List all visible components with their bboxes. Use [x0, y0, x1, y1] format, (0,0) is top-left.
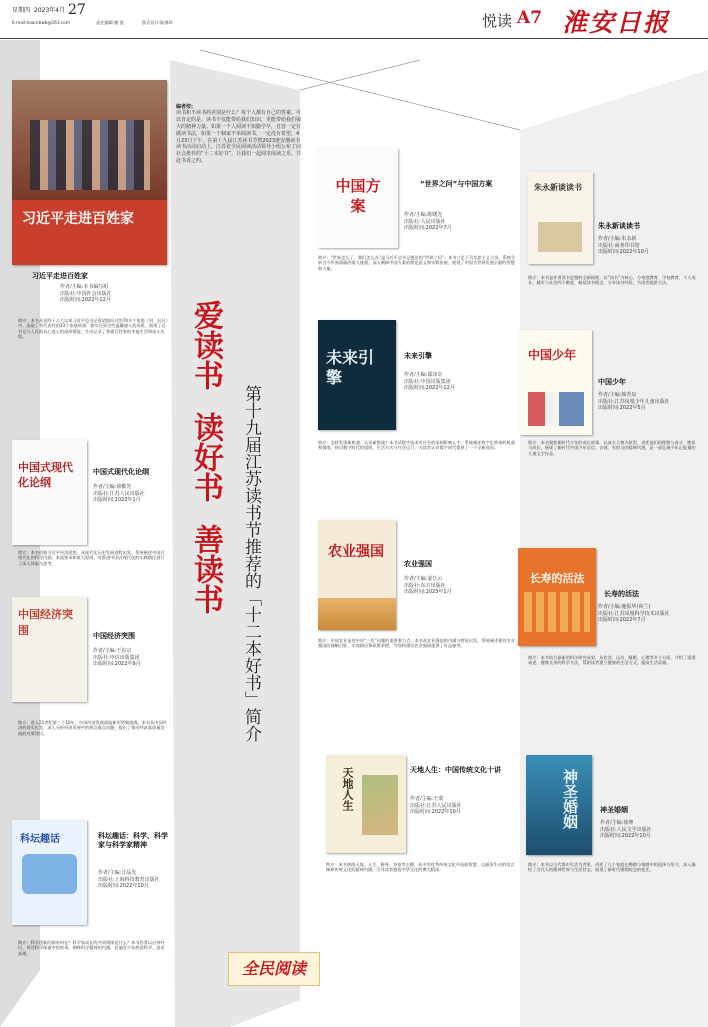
- book-cover-5-title: 未来引擎: [326, 348, 375, 387]
- diagonal-line-2: [300, 60, 420, 90]
- book-10-date: 出版时间:2022年10月: [98, 883, 149, 889]
- book-3-publisher: 出版社:商务印书馆: [598, 242, 640, 249]
- book-7-intro: 简介：进入21世纪第三个10年，中国经济发展面临新形势新挑战。本书从中国经济的现实出发，深入分析经济发展中的热点难点问题，提出了推动经济高质量发展的对策建议。: [18, 720, 167, 736]
- book-11-meta: [410, 796, 462, 816]
- book-cover-9-title: 长寿的活法: [529, 572, 585, 585]
- book-5-intro: 简介：怎样发现新机遇、认识新挑战？本书从数字技术对社会的深刻影响入手，系统阐述数字化带来的机遇和挑战，探讨数字时代的组织、生活方式与社会运行，为读者认识数字时代提供了一个全新视角。: [318, 440, 515, 451]
- book-cover-3-title: 朱永新谈读书: [534, 182, 582, 192]
- book-10-meta: [98, 870, 160, 890]
- book-12-title: 神圣婚姻: [600, 806, 628, 814]
- book-10-title: 科坛趣话：科学、科学家与科学家精神: [98, 832, 168, 849]
- editor-note: [176, 104, 302, 165]
- vertical-title: 第十九届江苏读书节推荐的「十二本好书」简介: [241, 385, 261, 742]
- book-cover-2: [318, 148, 398, 248]
- book-4-intro: 简介：本书依据习近平经济思想，从现代化历史发展进程出发，系统阐述中国式现代化的科学内涵、本质要求和重大原则，对推进中国式现代化的实践路径进行了深入探索与思考。: [18, 550, 165, 566]
- book-cover-12: [526, 755, 592, 855]
- book-9-title: 长寿的活法: [604, 590, 639, 598]
- book-2-intro: 简介：“世界怎么了、我们怎么办”是习近平总书记提出的“世界之问”。本书立足于马克思主义立场，系统分析当今世界面临的重大挑战，深入阐释中国方案的理论意义和实践价值，展现了中国为世界发展贡献的智慧和力量。: [318, 255, 516, 271]
- book-12-date: 出版时间:2022年10月: [600, 833, 651, 839]
- header-day: 27: [68, 2, 86, 18]
- book-5-author: 作者/主编:邱泽奇: [404, 372, 443, 378]
- book-cover-3: [528, 172, 593, 264]
- book-cover-7: [12, 597, 87, 702]
- book-10-intro: 简介：科学创新的源泉何在？科学家成长的共同规律是什么？本书作者以自身经历，讲述科学探索中的故事，阐释科学精神的内涵，启迪青少年热爱科学、追求真理。: [18, 940, 165, 956]
- book-cover-11: [326, 755, 406, 853]
- book-3-intro: 简介：本书是作者读书思想的全新梳理，以“读书”为核心，分家庭教育、学校教育、个人成长、城市与社会四个维度，畅谈读书理念，分享读书经验，为读者提供方法。: [528, 275, 696, 286]
- book-cover-1: [12, 80, 167, 265]
- book-1-intro: 简介：本书从党的十八大以来习近平总书记看望慰问过的70多个家庭（村、社区）中，选取了有代表性的33个家庭故事，如实还原这些温馨感人的场景，展现了总书记与人民群众心连心的深厚情谊，生动记录了普通百姓家的幸福生活和奋斗历程。: [18, 318, 168, 340]
- book-5-date: 出版时间:2022年12月: [404, 385, 455, 391]
- book-3-date: 出版时间:2022年10月: [598, 249, 649, 255]
- header-page: A7: [517, 8, 543, 28]
- book-6-intro: 简介：本书聚焦新时代少年的成长故事，以真实人物为原型，讲述他们的理想与奋斗、挫折与成长，展现了新时代中国少年自信、自强、有担当的精神风貌，是一部弘扬少年正能量的儿童文学作品。: [528, 440, 696, 456]
- book-1-date: 出版时间:2022年12月: [60, 297, 111, 303]
- book-3-author: 作者/主编:朱永新: [598, 236, 637, 242]
- slogan-1: 爱读书: [188, 300, 223, 390]
- book-cover-4: [12, 440, 87, 545]
- book-5-title: 未来引擎: [404, 352, 432, 360]
- book-10-publisher: 出版社:上海科技教育出版社: [98, 876, 160, 883]
- editor-note-text: 读书和不读书的差别是什么？每个人都有自己的答案。可以肯定的是，读书不仅能带给我们知识，更能带给我们强大的精神力量。如果一个人阅读不知勤学早，自营一定有做读书法，如果一个個家不举阅读书，一定没有希望。4月23日下午，在第十九届江苏读书节暨2023淮安潮读书读书活动启动上，江苏省全民阅读活动领导小组公布了向社会推荐的“十二本好书”。让我们一起阅享阅读之乐，共赴书香之约。: [176, 110, 302, 164]
- book-7-meta: [93, 648, 141, 668]
- header-editor: 责任编辑:楷 凯: [96, 20, 124, 25]
- book-cover-6: [520, 330, 592, 435]
- book-6-date: 出版时间:2022年5月: [598, 405, 646, 411]
- book-11-intro: 简介：本书围绕天地、人生、修身、齐家等主题，从中华优秀传统文化中汲取智慧，以通俗生动的语言阐释传统文化的精神内涵，引导读者感悟中华文化的博大精深。: [326, 862, 515, 873]
- book-6-title: 中国少年: [598, 378, 626, 386]
- header-rule: [0, 38, 708, 39]
- book-3-meta: [598, 236, 649, 256]
- book-8-intro: 简介：中国农业是党中央“三农”问题的重要着力点。本书从农业强国的内涵与特征出发，系统阐述建设农业强国的战略目标、实现路径和政策举措，为加快建设农业强国提供了有益参考。: [318, 638, 515, 649]
- book-5-publisher: 出版社:中国出版集团: [404, 378, 451, 385]
- book-4-title: 中国式现代化论纲: [93, 468, 149, 476]
- book-cover-12-title: 神圣婚姻: [561, 769, 579, 829]
- book-cover-2-title: 中国方案: [335, 177, 381, 215]
- book-2-author: 作者/主编:陈曙光: [404, 212, 443, 218]
- book-cover-5: [318, 320, 396, 430]
- book-1-title: 习近平走进百姓家: [32, 272, 88, 280]
- book-9-publisher: 出版社:江苏凤凰科学技术出版社: [598, 610, 670, 617]
- book-11-date: 出版时间:2022年10月: [410, 809, 461, 815]
- book-6-meta: [598, 392, 670, 412]
- book-cover-10-title: 科坛趣话: [20, 834, 60, 845]
- book-1-publisher: 出版社:中国社会出版社: [60, 290, 112, 297]
- book-cover-10: [12, 820, 87, 925]
- slogan-3: 善读书: [188, 524, 223, 614]
- book-cover-8-title: 农业强国: [328, 544, 384, 560]
- header-email: E-mail:haanrbwb@163.com: [12, 20, 70, 25]
- book-9-author: 作者/主编:施振华(荷兰): [598, 604, 651, 610]
- book-5-meta: [404, 372, 455, 392]
- book-1-author: 作者/主编:本书编写组: [60, 284, 109, 290]
- book-2-meta: [404, 212, 452, 232]
- book-7-publisher: 出版社:中信出版集团: [93, 654, 140, 661]
- book-3-title: 朱永新谈读书: [598, 222, 640, 230]
- book-8-title: 农业强国: [404, 560, 432, 568]
- paper-logo: [562, 3, 702, 35]
- header-weekday: 星期四: [12, 7, 31, 14]
- slogan-2: 读好书: [188, 412, 223, 502]
- book-8-publisher: 出版社:东方出版社: [404, 582, 446, 589]
- paper-logo-text: 淮安日报: [562, 8, 671, 37]
- book-11-publisher: 出版社:江苏人民出版社: [410, 802, 462, 809]
- book-cover-6-title: 中国少年: [528, 348, 577, 362]
- header-design: 版式设计:陆海珍: [142, 20, 173, 25]
- book-4-author: 作者/主编:徐勤光: [93, 484, 132, 490]
- book-cover-7-title: 中国经济突围: [18, 608, 73, 637]
- book-10-author: 作者/主编:汪品先: [98, 870, 137, 876]
- book-11-author: 作者/主编:王蒙: [410, 796, 444, 802]
- book-4-publisher: 出版社:江苏人民出版社: [93, 490, 145, 497]
- header-date: 2023年4月: [34, 7, 66, 14]
- book-7-date: 出版时间:2022年9月: [93, 661, 141, 667]
- book-cover-1-title: 习近平走进百姓家: [22, 211, 134, 227]
- book-7-title: 中国经济突围: [93, 632, 135, 640]
- book-cover-9: [518, 548, 596, 646]
- book-9-intro: 简介：本书结合最新的科学研究成果，从饮食、运动、睡眠、心理等多个方面，介绍了延缓衰老、健康长寿的科学方法，帮助读者建立健康的生活方式，提高生活质量。: [528, 655, 696, 666]
- editor-note-label: 编者按:: [176, 104, 193, 110]
- page-header: [0, 0, 708, 38]
- book-2-publisher: 出版社:人民出版社: [404, 218, 446, 225]
- book-2-title: “世界之问”与中国方案: [420, 180, 493, 188]
- book-1-meta: [60, 284, 112, 304]
- book-9-meta: [598, 604, 670, 624]
- book-12-author: 作者/主编:徐坤: [600, 820, 634, 826]
- book-11-title: 天地人生：中国传统文化十讲: [410, 766, 501, 774]
- book-8-date: 出版时间:2023年1月: [404, 589, 452, 595]
- header-section: 悦读: [482, 12, 513, 30]
- footer-logo-text: 全民阅读: [241, 959, 306, 978]
- book-4-meta: [93, 484, 145, 504]
- book-6-author: 作者/主编:韩青辰: [598, 392, 637, 398]
- book-7-author: 作者/主编:王东京: [93, 648, 132, 654]
- book-12-publisher: 出版社:人民文学出版社: [600, 826, 652, 833]
- book-9-date: 出版时间:2022年7月: [598, 617, 646, 623]
- footer-logo: [228, 952, 320, 986]
- book-12-meta: [600, 820, 652, 840]
- book-6-publisher: 出版社:江苏凤凰少年儿童出版社: [598, 398, 670, 405]
- book-cover-4-title: 中国式现代化论纲: [18, 461, 73, 489]
- book-cover-8: [318, 520, 396, 630]
- book-8-author: 作者/主编:姜长云: [404, 576, 443, 582]
- book-2-date: 出版时间:2022年7月: [404, 225, 452, 231]
- slogan-column: [185, 300, 225, 614]
- book-4-date: 出版时间:2023年1月: [93, 497, 141, 503]
- book-8-meta: [404, 576, 452, 596]
- book-cover-11-title: 天地人生: [341, 767, 354, 811]
- book-12-intro: 简介：本书以当代都市生活为背景，讲述了几个家庭在婚姻与情感中的选择与坚守，深入描绘了当代人的精神世界与生活状态，展现了新时代婚姻观念的变迁。: [528, 862, 696, 873]
